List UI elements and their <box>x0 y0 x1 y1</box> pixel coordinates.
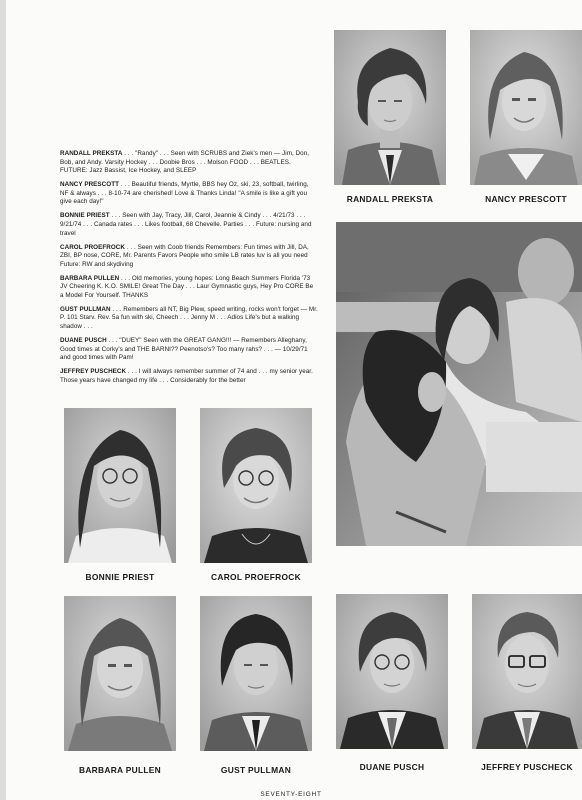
caption-nancy-prescott: NANCY PRESCOTT <box>485 194 567 204</box>
bio-bonnie-priest: BONNIE PRIEST . . . Seen with Jay, Tracy, Jill, Carol, Jeannie & Cindy . . . 4/21/73 . . . 9/21/74 . . . Canada rates . . . Likes football, 68 Chevelle. Parties . . . Future: nursing and travel <box>60 212 312 237</box>
caption-barbara-pullen: BARBARA PULLEN <box>78 765 162 775</box>
portrait-carol-proefrock <box>200 408 312 563</box>
bio-nancy-prescott: NANCY PRESCOTT . . . Beautiful friends, Myrtle, BBS hey Oz, ski, 23, softball, twirling, NF & always . . . 8-10-74 are cherished! Love & Thanks Linda! "A smile is like a gift you give each day!" <box>60 181 309 206</box>
page-number: SEVENTY-EIGHT <box>260 791 322 798</box>
portrait-bonnie-priest <box>64 408 176 563</box>
portrait-duane-pusch <box>336 594 448 749</box>
senior-bios <box>60 150 318 391</box>
caption-gust-pullman: GUST PULLMAN <box>220 765 292 775</box>
bio-duane-pusch: DUANE PUSCH . . . "DUEY" Seen with the GREAT GANG!!! — Remembers Alleghany, Good times at Corky's and THE BARNI?? Peenotso's? Too many rahs? . . . — 10/29/71 and good times with Pam! <box>60 337 308 362</box>
caption-duane-pusch: DUANE PUSCH <box>359 762 425 772</box>
caption-carol-proefrock: CAROL PROEFROCK <box>211 572 301 582</box>
candid-classroom-photo <box>336 222 582 546</box>
portrait-nancy-prescott <box>470 30 582 185</box>
portrait-jeffrey-puscheck <box>472 594 582 749</box>
portrait-barbara-pullen <box>64 596 176 751</box>
bio-gust-pullman: GUST PULLMAN . . . Remembers all NT, Big Plew, speed writing, rocks won't forget — Mr. P. 101 Starv. Rev. 5a fun with ski, Cheech . . . Jenny M . . . Adios Life's but a walking shadow . . . <box>60 305 318 331</box>
bio-randall-preksta: RANDALL PREKSTA . . . "Randy" . . . Seen with SCRUBS and Ziek's men — Jim, Don, Bob, and Andy. Varsity Hockey . . . Doobie Bros . . . Molson FOOD . . . BEATLES. FUTURE: Jazz Bassist, Ice Hockey, and SLEEP <box>60 150 310 175</box>
portrait-randall-preksta <box>334 30 446 185</box>
bio-carol-proefrock: CAROL PROEFROCK . . . Seen with Coob friends Remembers: Fun times with Jill, DA, ZBI, BP nose, CORE, Mr. Parents Favors People who smile LB rates luv is all you need Future: RW and skydiving <box>60 243 309 268</box>
caption-randall-preksta: RANDALL PREKSTA <box>346 194 434 204</box>
caption-jeffrey-puscheck: JEFFREY PUSCHECK <box>481 762 573 772</box>
bio-barbara-pullen: BARBARA PULLEN . . . Old memories, young hopes: Long Beach Summers Florida '73 JV Cheering K. K.O. SMILE! Great The Day . . . Laur Gymnastic guys, Hey Pro CORE Be a Model For Yourself. THANKS <box>60 274 314 299</box>
portrait-gust-pullman <box>200 596 312 751</box>
bio-jeffrey-puscheck: JEFFREY PUSCHECK . . . I will always remember summer of 74 and . . . my senior year. Those years have changed my life . . . Considerably for the better <box>60 368 313 384</box>
caption-bonnie-priest: BONNIE PRIEST <box>85 572 155 582</box>
